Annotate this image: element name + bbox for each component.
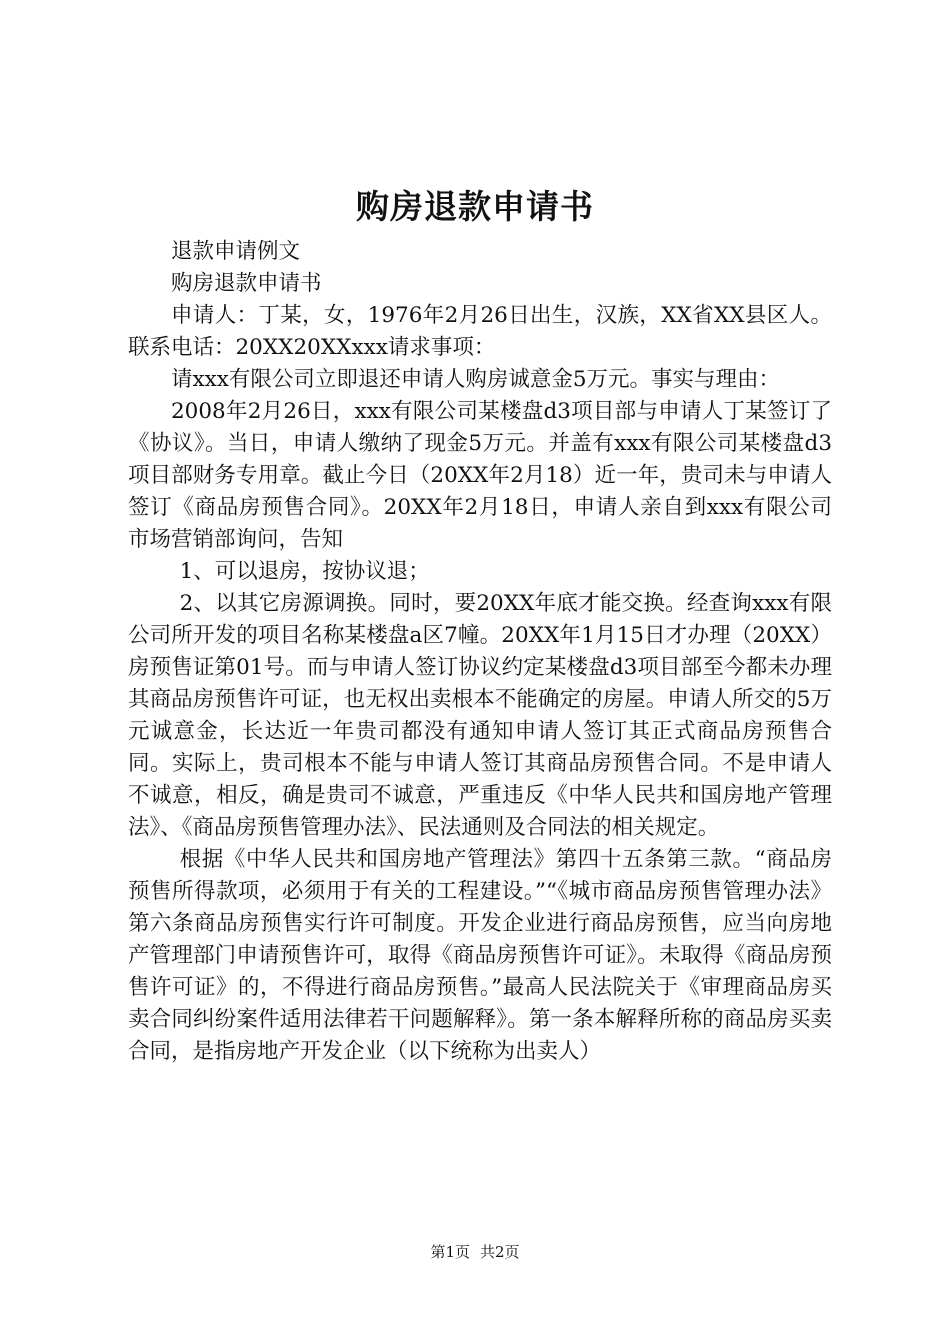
paragraph-request: 请xxx有限公司立即退还申请人购房诚意金5万元。事实与理由： (171, 367, 781, 392)
paragraph-legal-basis: 根据《中华人民共和国房地产管理法》第四十五条第三款。“商品房预售所得款项，必须用于有关的工程建设。”“《城市商品房预售管理办法》第六条商品房预售实行许可制度。开发企业进行商品房预售，应当向房地产管理部门申请预售许可，取得《商品房预售许可证》。未取得《商品房预售许可证》的，不得进行商品房预售。”最高人民法院关于《审理商品房买卖合同纠纷案件适用法律若干问题解释》。第一条本解释所称的商品房买卖合同，是指房地产开发企业（以下统称为出卖人） (128, 847, 832, 1064)
paragraph-facts: 2008年2月26日，xxx有限公司某楼盘d3项目部与申请人丁某签订了《协议》。当日，申请人缴纳了现金5万元。并盖有xxx有限公司某楼盘d3项目部财务专用章。截止今日（20XX年2月18）近一年，贵司未与申请人签订《商品房预售合同》。20XX年2月18日，申请人亲自到xxx有限公司市场营销部询问，告知 (128, 399, 832, 552)
page-footer (0, 1241, 950, 1263)
paragraph-subtitle: 购房退款申请书 (171, 271, 322, 296)
paragraph-option-2: 2、以其它房源调换。同时，要20XX年底才能交换。经查询xxx有限公司所开发的项目名称某楼盘a区7幢。20XX年1月15日才办理（20XX）房预售证第01号。而与申请人签订协议约定某楼盘d3项目部至今都未办理其商品房预售许可证，也无权出卖根本不能确定的房屋。申请人所交的5万元诚意金，长达近一年贵司都没有通知申请人签订其正式商品房预售合同。实际上，贵司根本不能与申请人签订其商品房预售合同。不是申请人不诚意，相反，确是贵司不诚意，严重违反《中华人民共和国房地产管理法》、《商品房预售管理办法》、民法通则及合同法的相关规定。 (128, 591, 832, 840)
document-title: 购房退款申请书 (356, 187, 594, 226)
paragraph-example-heading: 退款申请例文 (171, 239, 301, 264)
page-total: 共2页 (480, 1243, 520, 1261)
page-number: 第1页 (430, 1243, 470, 1261)
document-body (128, 236, 832, 1068)
paragraph-applicant: 申请人：丁某，女，1976年2月26日出生，汉族，XX省XX县区人。联系电话：20XX20XXxxx请求事项： (128, 303, 832, 360)
paragraph-option-1: 1、可以退房，按协议退； (179, 559, 430, 584)
